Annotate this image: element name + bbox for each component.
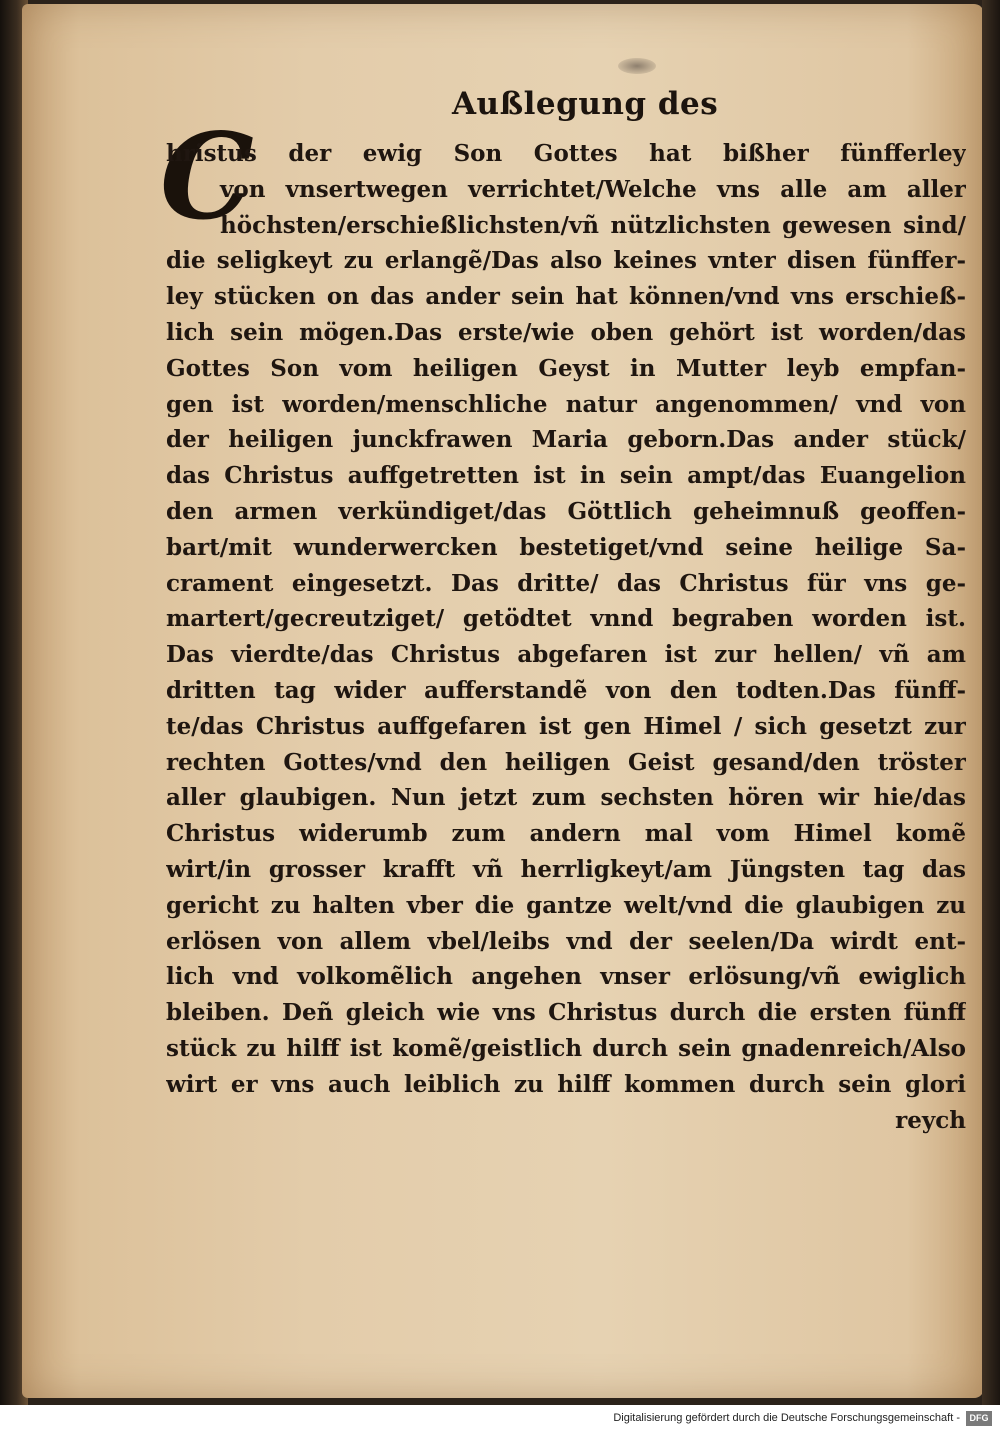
text-line: erlösen von allem vbel/leibs vnd der seelen/Da wirdt ent- — [166, 927, 966, 955]
text-line: Christus widerumb zum andern mal vom Himel komẽ — [166, 820, 966, 848]
body-text — [166, 136, 966, 1138]
text-line: bleiben. Deñ gleich wie vns Christus durch die ersten fünff — [166, 999, 966, 1027]
drop-cap-initial: C — [160, 107, 254, 246]
catchword: reych — [895, 1106, 966, 1134]
text-line: martert/gecreutziget/ getödtet vnnd begraben worden ist. — [166, 605, 966, 633]
text-line: lich sein mögen.Das erste/wie oben gehört ist worden/das — [166, 318, 966, 346]
text-line: den armen verkündiget/das Göttlich geheimnuß geoffen- — [166, 497, 966, 525]
text-line: der heiligen junckfrawen Maria geborn.Das ander stück/ — [166, 426, 966, 454]
funding-credit: Digitalisierung gefördert durch die Deutsche Forschungsgemeinschaft - — [613, 1412, 960, 1424]
text-line: rechten Gottes/vnd den heiligen Geist gesand/den tröster — [166, 748, 966, 776]
text-line: wirt er vns auch leiblich zu hilff kommen durch sein glori — [166, 1070, 966, 1098]
text-line: Das vierdte/das Christus abgefaren ist zur hellen/ vñ am — [166, 641, 966, 669]
text-line: bart/mit wunderwercken bestetiget/vnd seine heilige Sa- — [166, 533, 966, 561]
running-head: Außlegung des — [452, 86, 719, 122]
text-line: das Christus auffgetretten ist in sein ampt/das Euangelion — [166, 462, 966, 490]
text-line: stück zu hilff ist komẽ/geistlich durch sein gnadenreich/Also — [166, 1034, 966, 1062]
text-line: die seligkeyt zu erlangẽ/Das also keines vnter disen fünffer- — [166, 247, 966, 275]
footer-bar — [0, 1405, 1000, 1433]
ink-blot-mark — [618, 58, 656, 74]
right-edge-shadow — [982, 0, 1000, 1405]
text-line: aller glaubigen. Nun jetzt zum sechsten hören wir hie/das — [166, 784, 966, 812]
text-line: gen ist worden/menschliche natur angenommen/ vnd von — [166, 390, 966, 418]
text-line: wirt/in grosser krafft vñ herrligkeyt/am Jüngsten tag das — [166, 855, 966, 883]
text-line: ley stücken on das ander sein hat können/vnd vns erschieß- — [166, 283, 966, 311]
text-line: dritten tag wider aufferstandẽ von den todten.Das fünff- — [166, 676, 966, 704]
text-line: te/das Christus auffgefaren ist gen Himel / sich gesetzt zur — [166, 712, 966, 740]
text-line: gericht zu halten vber die gantze welt/vnd die glaubigen zu — [166, 891, 966, 919]
text-line: von vnsertwegen verrichtet/Welche vns alle am aller — [220, 175, 966, 203]
text-line: lich vnd volkomẽlich angehen vnser erlösung/vñ ewiglich — [166, 963, 966, 991]
text-line: höchsten/erschießlichsten/vñ nützlichsten gewesen sind/ — [220, 211, 966, 239]
text-line: hristus der ewig Son Gottes hat bißher fünfferley — [166, 140, 966, 167]
text-line: Gottes Son vom heiligen Geyst in Mutter leyb empfan- — [166, 354, 966, 382]
dfg-logo: DFG — [966, 1411, 992, 1426]
text-line: crament eingesetzt. Das dritte/ das Christus für vns ge- — [166, 569, 966, 597]
